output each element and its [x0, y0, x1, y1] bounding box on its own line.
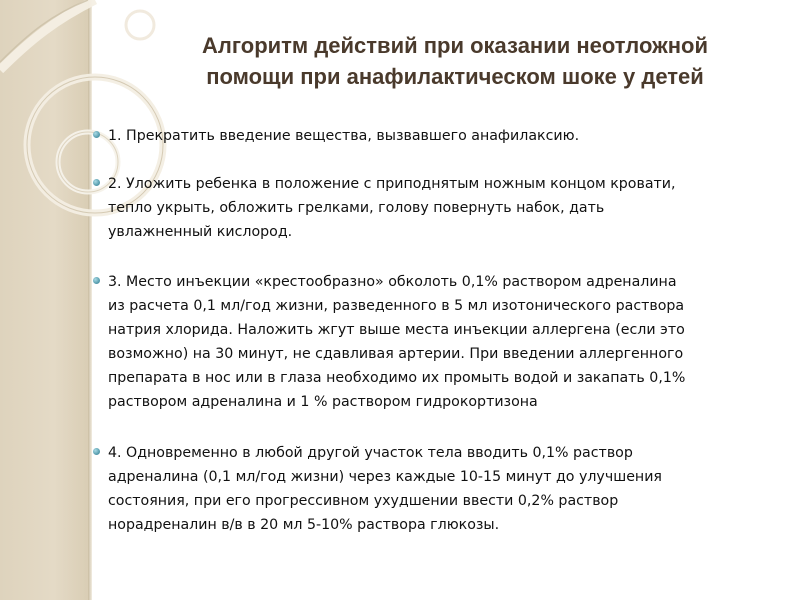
list-item: [98, 441, 768, 537]
item-text-line: норадреналин в/в в 20 мл 5-10% раствора глюкозы.: [108, 517, 500, 533]
bullet-icon: [93, 179, 100, 186]
item-text-line: адреналина (0,1 мл/год жизни) через каждые 10-15 минут до улучшения: [108, 469, 662, 485]
item-text-line: 3. Место инъекции «крестообразно» обколоть 0,1% раствором адреналина: [108, 274, 677, 290]
algorithm-list: [98, 124, 768, 537]
bullet-icon: [93, 131, 100, 138]
item-text-line: натрия хлорида. Наложить жгут выше места инъекции аллергена (если это: [108, 322, 685, 338]
title-line: Алгоритм действий при оказании неотложной: [202, 33, 708, 58]
page-title: [160, 30, 750, 92]
list-item: [98, 124, 768, 148]
item-text-line: 1. Прекратить введение вещества, вызвавшего анафилаксию.: [108, 128, 580, 144]
bullet-icon: [93, 277, 100, 284]
item-text-line: 2. Уложить ребенка в положение с приподнятым ножным концом кровати,: [108, 176, 676, 192]
item-text-line: из расчета 0,1 мл/год жизни, разведенного в 5 мл изотонического раствора: [108, 298, 685, 314]
item-text-line: раствором адреналина и 1 % раствором гидрокортизона: [108, 394, 538, 410]
item-text-line: препарата в нос или в глаза необходимо их промыть водой и закапать 0,1%: [108, 370, 686, 386]
list-item: [98, 172, 768, 244]
title-line: помощи при анафилактическом шоке у детей: [206, 64, 704, 89]
item-text-line: 4. Одновременно в любой другой участок тела вводить 0,1% раствор: [108, 445, 633, 461]
item-text-line: тепло укрыть, обложить грелками, голову повернуть набок, дать: [108, 200, 605, 216]
item-text-line: увлажненный кислород.: [108, 224, 293, 240]
bullet-icon: [93, 448, 100, 455]
item-text-line: возможно) на 30 минут, не сдавливая артерии. При введении аллергенного: [108, 346, 684, 362]
item-text-line: состояния, при его прогрессивном ухудшении ввести 0,2% раствор: [108, 493, 619, 509]
list-item: [98, 270, 768, 414]
